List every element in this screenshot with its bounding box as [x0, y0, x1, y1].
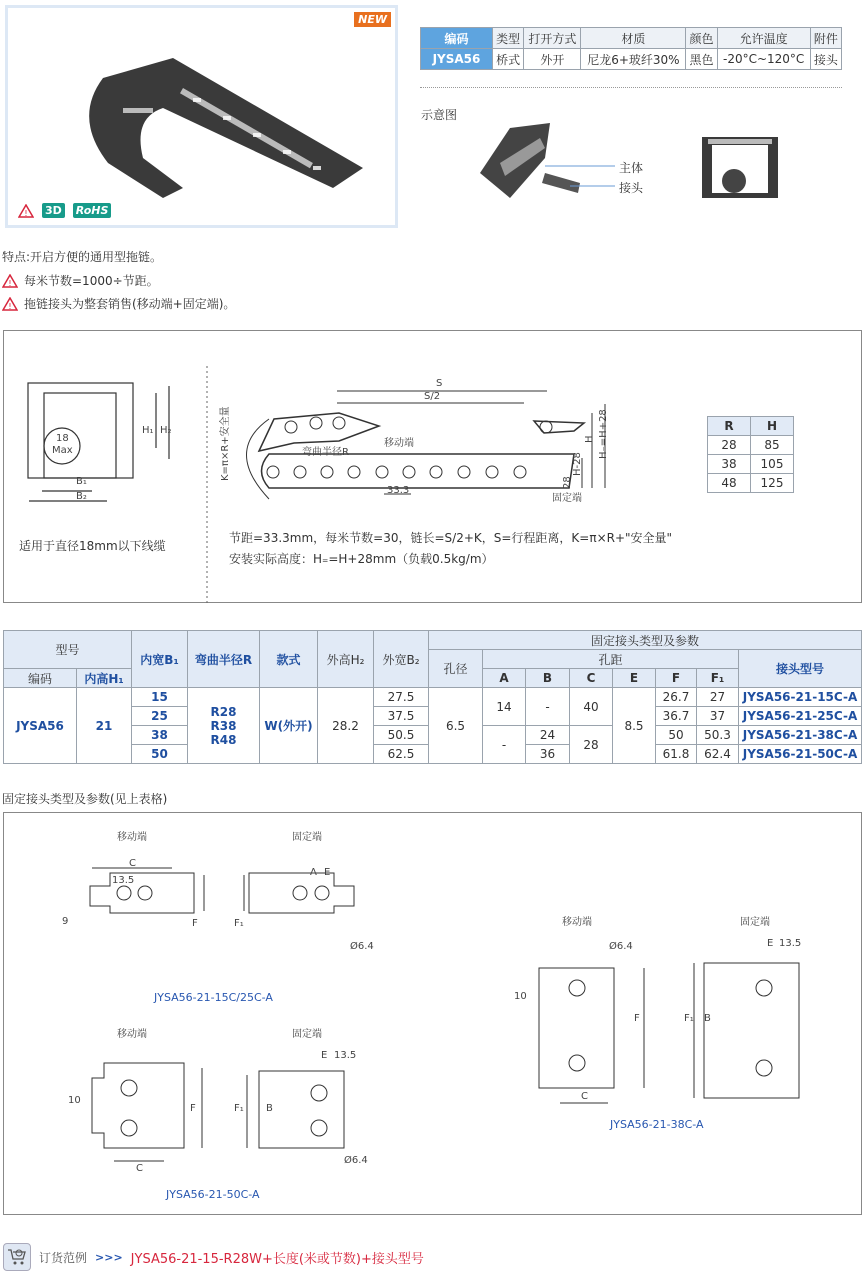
dim-label: 13.5 — [334, 1050, 357, 1061]
cable-note: 适用于直径18mm以下线缆 — [19, 539, 166, 553]
th: 固定接头类型及参数 — [429, 631, 862, 650]
rh-cell: 105 — [751, 455, 794, 474]
td: 14 — [483, 688, 526, 726]
dim-label: 弯曲半径R — [302, 447, 349, 458]
rh-cell: 48 — [708, 474, 751, 493]
td: 62.5 — [374, 745, 429, 764]
td: 25 — [132, 707, 188, 726]
td: 50.3 — [697, 726, 739, 745]
dim-label: B — [704, 1013, 711, 1024]
dim-label: 18 — [56, 433, 69, 444]
joint-label: 固定端 — [292, 1029, 322, 1040]
th: A — [483, 669, 526, 688]
order-example — [3, 1243, 424, 1271]
joint-label: 移动端 — [117, 832, 147, 843]
spec-value: 尼龙6+玻纤30% — [581, 49, 686, 70]
dim-label: F — [192, 918, 198, 929]
td: 40 — [570, 688, 613, 726]
td: 27.5 — [374, 688, 429, 707]
joint-label: 移动端 — [562, 917, 592, 928]
dim-label: E — [324, 867, 331, 878]
dim-label: A — [310, 867, 317, 878]
td: 37 — [697, 707, 739, 726]
td: 6.5 — [429, 688, 483, 764]
dim-label: H-28 — [572, 452, 583, 476]
order-label: 订货范例 — [39, 1250, 88, 1265]
th: 外宽B₂ — [374, 631, 429, 688]
td: 38 — [132, 726, 188, 745]
dim-label: 9 — [62, 916, 69, 927]
td: 37.5 — [374, 707, 429, 726]
dim-label: H₌=H+28 — [598, 409, 609, 459]
table-row — [4, 688, 862, 707]
chevrons-icon: >>> — [95, 1250, 123, 1264]
joint-model-caption: JYSA56-21-50C-A — [166, 1188, 260, 1201]
td: 61.8 — [656, 745, 697, 764]
dim-label: C — [581, 1091, 588, 1102]
label-joint: 接头 — [619, 181, 644, 195]
dim-label: E — [767, 938, 774, 949]
dim-label: 13.5 — [779, 938, 802, 949]
dim-label: C — [129, 858, 136, 869]
drag-chain-image — [63, 38, 363, 198]
joint-model-caption: JYSA56-21-38C-A — [610, 1118, 704, 1131]
dim-label: B₁ — [76, 476, 87, 487]
td: JYSA56-21-50C-A — [739, 745, 862, 764]
dim-label: Max — [52, 445, 73, 456]
dim-label: H — [584, 435, 595, 443]
td: - — [526, 688, 570, 726]
divider — [420, 87, 842, 88]
th: C — [570, 669, 613, 688]
th: E — [613, 669, 656, 688]
svg-text:!: ! — [8, 278, 12, 288]
warning-icon — [18, 204, 34, 218]
dim-label: 10 — [514, 991, 527, 1002]
spec-header: 附件 — [810, 28, 841, 49]
rh-cell: 85 — [751, 436, 794, 455]
td: JYSA56-21-15C-A — [739, 688, 862, 707]
spec-header: 编码 — [421, 28, 493, 49]
rh-header: R — [708, 417, 751, 436]
3d-badge[interactable]: 3D — [42, 203, 65, 218]
feature-text: 特点:开启方便的通用型拖链。 — [2, 250, 163, 264]
th: 孔距 — [483, 650, 739, 669]
th: F₁ — [697, 669, 739, 688]
dim-label: B₂ — [76, 491, 87, 502]
spec-value: 外开 — [524, 49, 581, 70]
radius: R48 — [210, 732, 237, 747]
spec-header: 允许温度 — [717, 28, 810, 49]
spec-value: 桥式 — [493, 49, 524, 70]
td: 50 — [656, 726, 697, 745]
feature-text: 每米节数=1000÷节距。 — [24, 274, 159, 288]
schematic-section-image — [700, 135, 780, 200]
th: 型号 — [4, 631, 132, 669]
dim-label: S — [436, 378, 443, 389]
rohs-badge: RoHS — [73, 203, 112, 218]
radius-height-table — [707, 416, 794, 493]
dim-label: K=π×R+安全量 — [220, 406, 231, 481]
td: JYSA56-21-25C-A — [739, 707, 862, 726]
dim-label: 移动端 — [384, 438, 414, 449]
spec-table — [420, 27, 842, 70]
spec-header: 打开方式 — [524, 28, 581, 49]
rh-cell: 125 — [751, 474, 794, 493]
th: 外高H₂ — [318, 631, 374, 688]
dim-label: F₁ — [234, 1103, 244, 1114]
label-body: 主体 — [619, 161, 644, 175]
dim-label: 33.3 — [387, 485, 410, 496]
dim-label: S/2 — [424, 391, 441, 402]
td: 36 — [526, 745, 570, 764]
dim-label: F₁ — [234, 918, 244, 929]
joint-label: 移动端 — [117, 1029, 147, 1040]
spec-header: 颜色 — [686, 28, 717, 49]
th: 弯曲半径R — [188, 631, 260, 688]
product-image-panel — [5, 5, 398, 228]
spec-header: 类型 — [493, 28, 524, 49]
svg-text:!: ! — [8, 301, 12, 311]
feature-line — [2, 295, 235, 312]
dim-label: Ø6.4 — [350, 941, 374, 952]
td: JYSA56 — [4, 688, 77, 764]
dim-label: H₂ — [160, 425, 172, 436]
td-radii — [188, 688, 260, 764]
dim-label: 28 — [562, 476, 573, 489]
dim-label: B — [266, 1103, 273, 1114]
height-note: 安装实际高度：H₌=H+28mm（负载0.5kg/m） — [229, 552, 494, 566]
dim-label: F — [190, 1103, 196, 1114]
td: 21 — [77, 688, 132, 764]
rh-cell: 28 — [708, 436, 751, 455]
spec-code: JYSA56 — [421, 49, 493, 70]
warning-icon — [2, 274, 18, 288]
parameter-table — [3, 630, 862, 764]
dim-label: H₁ — [142, 425, 154, 436]
rh-header: H — [751, 417, 794, 436]
spec-value: -20°C~120°C — [717, 49, 810, 70]
joint-drawings — [4, 813, 862, 1213]
dim-label: 固定端 — [552, 493, 582, 504]
dim-label: F₁ — [684, 1013, 694, 1024]
td: JYSA56-21-38C-A — [739, 726, 862, 745]
dim-label: Ø6.4 — [344, 1155, 368, 1166]
dim-label: Ø6.4 — [609, 941, 633, 952]
feature-text: 拖链接头为整套销售(移动端+固定端)。 — [24, 297, 236, 311]
td: 27 — [697, 688, 739, 707]
joint-drawings-box — [3, 812, 862, 1215]
feature-line — [2, 272, 159, 289]
td: W(外开) — [260, 688, 318, 764]
td: 24 — [526, 726, 570, 745]
feature-line — [2, 248, 162, 265]
td: 62.4 — [697, 745, 739, 764]
pitch-note: 节距=33.3mm，每米节数=30，链长=S/2+K，S=行程距离，K=π×R+"安全量" — [229, 531, 673, 545]
dim-label: 10 — [68, 1095, 81, 1106]
td: 28 — [570, 726, 613, 764]
th: 孔径 — [429, 650, 483, 688]
joint-label: 固定端 — [292, 832, 322, 843]
rh-cell: 38 — [708, 455, 751, 474]
dim-label: E — [321, 1050, 328, 1061]
td: 28.2 — [318, 688, 374, 764]
dim-label: F — [634, 1013, 640, 1024]
td: 36.7 — [656, 707, 697, 726]
dim-label: 13.5 — [112, 875, 135, 886]
td: 50 — [132, 745, 188, 764]
td: 8.5 — [613, 688, 656, 764]
td: 15 — [132, 688, 188, 707]
td: 26.7 — [656, 688, 697, 707]
dim-label: C — [136, 1163, 143, 1174]
svg-text:!: ! — [24, 208, 28, 218]
radius: R38 — [210, 718, 237, 733]
order-example-text: JYSA56-21-15-R28W+长度(米或节数)+接头型号 — [130, 1251, 424, 1267]
th: 编码 — [4, 669, 77, 688]
joint-model-caption: JYSA56-21-15C/25C-A — [154, 991, 273, 1004]
joints-caption: 固定接头类型及参数(见上表格) — [2, 792, 168, 806]
cart-icon — [3, 1243, 31, 1271]
td: - — [483, 726, 526, 764]
spec-header: 材质 — [581, 28, 686, 49]
th: F — [656, 669, 697, 688]
radius: R28 — [210, 704, 237, 719]
th: 内高H₁ — [77, 669, 132, 688]
th: 内宽B₁ — [132, 631, 188, 688]
schematic-title: 示意图 — [421, 108, 458, 122]
spec-value: 黑色 — [686, 49, 717, 70]
spec-value: 接头 — [810, 49, 841, 70]
td: 50.5 — [374, 726, 429, 745]
new-badge: NEW — [354, 12, 391, 27]
joint-label: 固定端 — [740, 917, 770, 928]
warning-icon — [2, 297, 18, 311]
th: 款式 — [260, 631, 318, 688]
th: B — [526, 669, 570, 688]
th: 接头型号 — [739, 650, 862, 688]
